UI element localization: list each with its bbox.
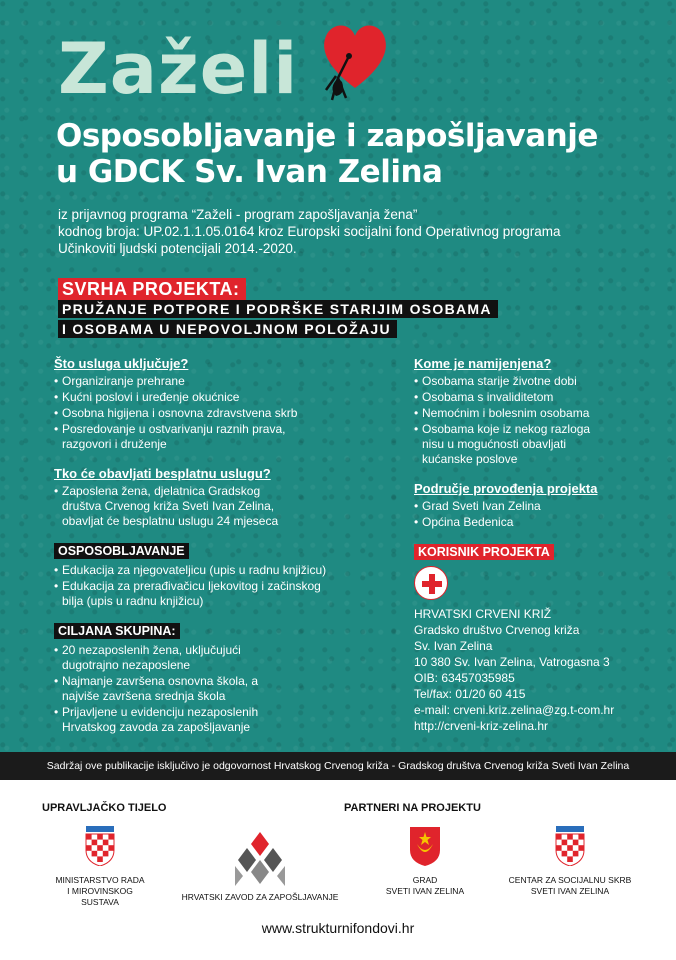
audience-heading: Kome je namijenjena? [414, 356, 552, 371]
red-cross-logo-icon [414, 566, 448, 600]
list-item: • Zaposlena žena, djelatnica Gradskog društva Crvenog križa Sveti Ivan Zelina, obavljat će besplatnu uslugu 24 mjeseca [54, 484, 290, 529]
list-item: • Nemoćnim i bolesnim osobama [414, 406, 654, 421]
croatian-coat-of-arms-icon [554, 826, 586, 866]
org-email-link[interactable]: e-mail: crveni.kriz.zelina@zg.t-com.hr [414, 703, 615, 717]
org-phone: Tel/fax: 01/20 60 415 [414, 687, 526, 701]
org-name: HRVATSKI CRVENI KRIŽ [414, 607, 552, 621]
beneficiary-section [414, 544, 654, 734]
intro-line-1: iz prijavnog programa “Zaželi - program zapošljavanja žena” [58, 207, 418, 222]
list-item: • Najmanje završena osnovna škola, a najviše završena srednja škola [54, 674, 264, 704]
list-item: • Kućni poslovi i uređenje okućnice [54, 390, 354, 405]
target-heading: CILJANA SKUPINA: [54, 623, 180, 639]
list-item: • Osobna higijena i osnovna zdravstvena skrb [54, 406, 354, 421]
intro-line-2: kodnog broja: UP.02.1.1.05.0164 kroz Europski socijalni fond Operativnog programa [58, 224, 561, 239]
brand-logo-text: Zaželi [58, 28, 299, 110]
target-list [54, 643, 354, 735]
list-item: • Edukacija za prerađivačicu ljekovitog i začinskog bilja (upis u radnu knjižicu) [54, 579, 322, 609]
audience-section [414, 356, 654, 467]
ministry-line-2: I MIROVINSKOG [67, 886, 133, 896]
services-list [54, 374, 354, 452]
title-line-2: u GDCK Sv. Ivan Zelina [56, 154, 443, 190]
list-item: • Organiziranje prehrane [54, 374, 354, 389]
org-website-link[interactable]: http://crveni-kriz-zelina.hr [414, 719, 549, 733]
left-column [54, 356, 354, 749]
list-item: • Edukacija za njegovateljicu (upis u radnu knjižicu) [54, 563, 354, 578]
heart-dancer-icon [318, 18, 392, 106]
list-item: • Općina Bedenica [414, 515, 654, 530]
hzz-logo-icon [229, 830, 291, 888]
title-line-1: Osposobljavanje i zapošljavanje [56, 118, 598, 154]
purpose-label: SVRHA PROJEKTA: [58, 278, 246, 300]
training-list [54, 563, 354, 609]
purpose-line-1: PRUŽANJE POTPORE I PODRŠKE STARIJIM OSOBAMA [58, 300, 498, 318]
services-section [54, 356, 354, 452]
ministry-line-1: MINISTARSTVO RADA [55, 875, 145, 885]
purpose-statement [58, 300, 498, 340]
hzz-label: HRVATSKI ZAVOD ZA ZAPOŠLJAVANJE [181, 892, 339, 902]
disclaimer-strip: Sadržaj ove publikacije isključivo je odgovornost Hrvatskog Crvenog križa - Gradskog društva Crvenog križa Sveti Ivan Zelina [0, 752, 676, 780]
grad-coat-of-arms-icon [409, 826, 441, 866]
area-heading: Područje provođenja projekta [414, 481, 598, 496]
services-heading: Što usluga uključuje? [54, 356, 189, 371]
grad-line-2: SVETI IVAN ZELINA [385, 886, 465, 896]
partners-section [0, 780, 676, 960]
ministry-logo-block [40, 826, 160, 908]
managing-body-heading: UPRAVLJAČKO TIJELO [42, 802, 167, 814]
list-item: • Osobama koje iz nekog razloga nisu u mogućnosti obavljati kućanske poslove [414, 422, 604, 467]
czss-line-1: CENTAR ZA SOCIJALNU SKRB [508, 875, 632, 885]
beneficiary-heading: KORISNIK PROJEKTA [414, 544, 554, 560]
page-title [56, 118, 598, 190]
czss-line-2: SVETI IVAN ZELINA [530, 886, 610, 896]
area-section [414, 481, 654, 530]
list-item: • 20 nezaposlenih žena, uključujući dugotrajno nezaposlene [54, 643, 264, 673]
target-section [54, 623, 354, 735]
intro-line-3: Učinkoviti ljudski potencijali 2014.-2020. [58, 241, 297, 256]
grad-logo-block [370, 826, 480, 897]
provider-list [54, 484, 354, 529]
provider-section [54, 466, 354, 529]
training-section [54, 543, 354, 609]
training-heading: OSPOSOBLJAVANJE [54, 543, 189, 559]
purpose-line-2: I OSOBAMA U NEPOVOLJNOM POLOŽAJU [58, 320, 397, 338]
org-branch: Gradsko društvo Crvenog križa [414, 623, 580, 637]
croatian-coat-of-arms-icon [84, 826, 116, 866]
list-item: • Osobama starije životne dobi [414, 374, 654, 389]
ministry-line-3: SUSTAVA [81, 897, 119, 907]
list-item: • Prijavljene u evidenciju nezaposlenih Hrvatskog zavoda za zapošljavanje [54, 705, 284, 735]
grad-line-1: GRAD [412, 875, 438, 885]
org-address: 10 380 Sv. Ivan Zelina, Vatrogasna 3 [414, 655, 610, 669]
beneficiary-contact [414, 606, 654, 734]
website-link[interactable]: www.strukturnifondovi.hr [261, 920, 415, 936]
audience-list [414, 374, 654, 467]
org-city: Sv. Ivan Zelina [414, 639, 493, 653]
area-list [414, 499, 654, 530]
list-item: • Posredovanje u ostvarivanju raznih prava, razgovori i druženje [54, 422, 304, 452]
right-column [414, 356, 654, 734]
org-oib: OIB: 63457035985 [414, 671, 515, 685]
project-partners-heading: PARTNERI NA PROJEKTU [344, 802, 481, 814]
list-item: • Grad Sveti Ivan Zelina [414, 499, 654, 514]
czss-logo-block [490, 826, 650, 897]
list-item: • Osobama s invaliditetom [414, 390, 654, 405]
program-intro [58, 206, 561, 257]
hzz-logo-block [180, 830, 340, 903]
provider-heading: Tko će obavljati besplatnu uslugu? [54, 466, 271, 481]
